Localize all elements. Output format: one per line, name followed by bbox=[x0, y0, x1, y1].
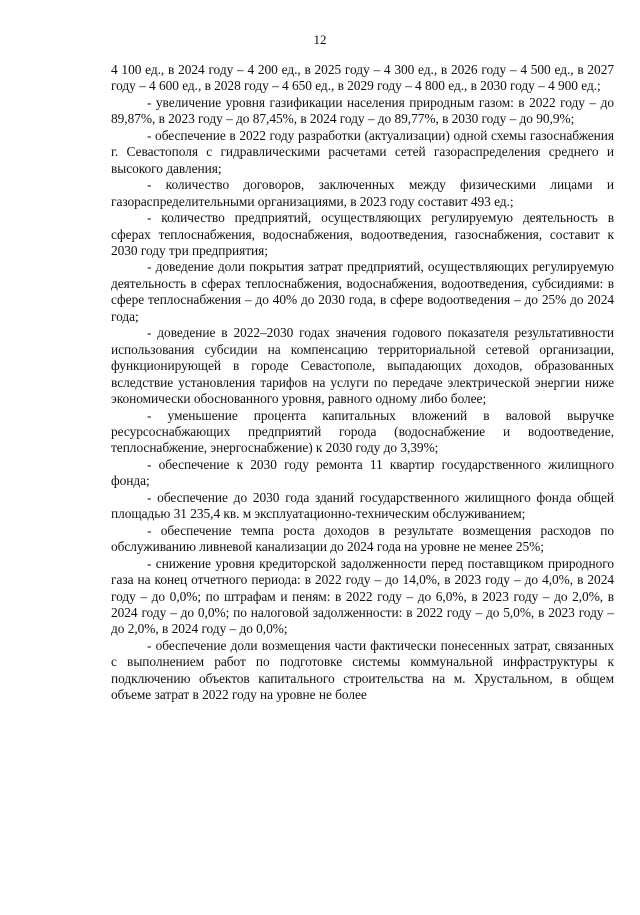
paragraph: - обеспечение доли возмещения части фактически понесенных затрат, связанных с выполнением работ по подготовке системы коммунальной инфраструктуры к подключению объектов капитального строительства на м. Хрустальном, в общем объеме затрат в 2022 году на уровне не более bbox=[111, 637, 614, 703]
paragraph: - снижение уровня кредиторской задолженности перед поставщиком природного газа на конец отчетного периода: в 2022 году – до 14,0%, в 2023 году – до 4,0%, в 2024 году – до 0,0%; по штрафам и пеням: в 2022 году – до 6,0%, в 2023 году – до 2,0%, в 2024 году – до 0,0%; по налоговой задолженности: в 2022 году – до 5,0%, в 2023 году – до 2,0%, в 2024 году – до 0,0%; bbox=[111, 555, 614, 637]
paragraph: - обеспечение к 2030 году ремонта 11 квартир государственного жилищного фонда; bbox=[111, 456, 614, 489]
paragraph: - количество договоров, заключенных между физическими лицами и газораспределительными организациями, в 2023 году составит 493 ед.; bbox=[111, 177, 614, 209]
paragraph: - увеличение уровня газификации населения природным газом: в 2022 году – до 89,87%, в 2023 году – до 87,45%, в 2024 году – до 89,77%, в 2030 году – до 90,9%; bbox=[111, 94, 614, 127]
paragraph: - уменьшение процента капитальных вложений в валовой выручке ресурсоснабжающих предприятий города (водоснабжение и водоотведение, теплоснабжение, энергоснабжение) к 2030 году до 3,39%; bbox=[111, 407, 614, 456]
paragraph: - обеспечение в 2022 году разработки (актуализации) одной схемы газоснабжения г. Севастополя с гидравлическими расчетами сетей газораспределения среднего и высокого давления; bbox=[111, 127, 614, 176]
paragraph: - обеспечение до 2030 года зданий государственного жилищного фонда общей площадью 31 235,4 кв. м эксплуатационно-техническим обслуживанием; bbox=[111, 489, 614, 522]
page-number: 12 bbox=[313, 32, 327, 47]
document-body bbox=[111, 62, 614, 704]
paragraph: - доведение в 2022–2030 годах значения годового показателя результативности использования субсидии на компенсацию территориальной сетевой организации, функционирующей в городе Севастополе, выпадающих доходов, образованных вследствие установления тарифов на услуги по передаче электрической энергии ниже экономически обоснованного уровня, равного одному либо более; bbox=[111, 325, 614, 407]
paragraph: 4 100 ед., в 2024 году – 4 200 ед., в 2025 году – 4 300 ед., в 2026 году – 4 500 ед., в 2027 году – 4 600 ед., в 2028 году – 4 650 ед., в 2029 году – 4 800 ед., в 2030 году – 4 900 ед.; bbox=[111, 62, 614, 94]
paragraph: - доведение доли покрытия затрат предприятий, осуществляющих регулируемую деятельность в сферах теплоснабжения, водоснабжения, водоотведения, субсидиями: в сфере теплоснабжения – до 40% до 2030 года, в сфере водоотведения – до 25% до 2024 года; bbox=[111, 259, 614, 324]
paragraph: - обеспечение темпа роста доходов в результате возмещения расходов по обслуживанию ливневой канализации до 2024 года на уровне не менее 25%; bbox=[111, 522, 614, 555]
paragraph: - количество предприятий, осуществляющих регулируемую деятельность в сферах теплоснабжения, водоснабжения, водоотведения, газоснабжения, составит к 2030 году три предприятия; bbox=[111, 210, 614, 258]
